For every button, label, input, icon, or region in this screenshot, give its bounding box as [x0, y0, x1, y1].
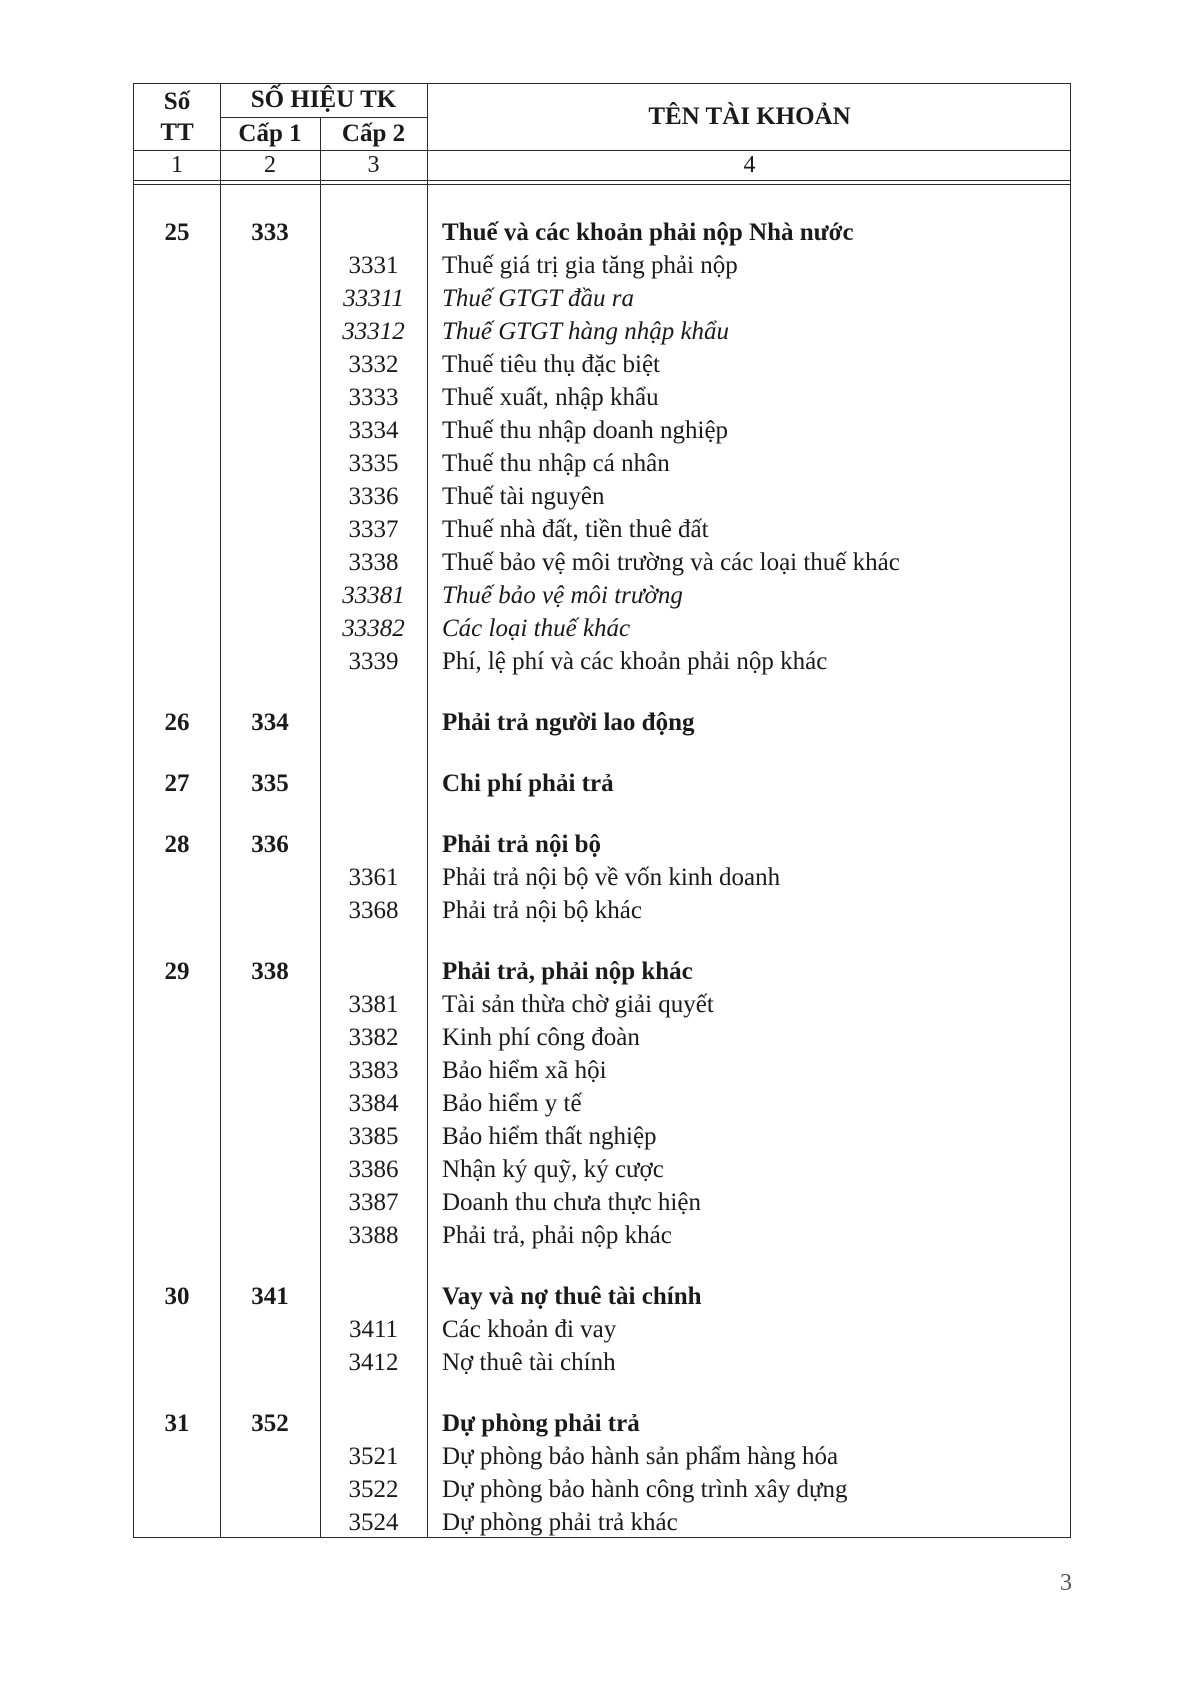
- table-row: [134, 612, 1070, 645]
- table-row: [134, 1021, 1070, 1054]
- table-row: [134, 381, 1070, 414]
- row-name: Vay và nợ thuê tài chính: [442, 1283, 702, 1310]
- table-row: [134, 348, 1070, 381]
- row-cap2: 3385: [348, 1123, 399, 1150]
- row-name: Thuế GTGT đầu ra: [442, 285, 634, 312]
- row-cap2: 33311: [343, 285, 404, 312]
- table-row: [134, 861, 1070, 894]
- row-name: Bảo hiểm thất nghiệp: [442, 1123, 657, 1150]
- row-name: Các loại thuế khác: [442, 615, 631, 642]
- header-num-4: 4: [743, 152, 756, 178]
- row-name: Bảo hiểm y tế: [442, 1090, 582, 1117]
- table-row: [134, 1153, 1070, 1186]
- table-row: [134, 546, 1070, 579]
- row-name: Dự phòng phải trả: [442, 1410, 640, 1437]
- row-cap2: 3335: [348, 450, 399, 477]
- number-row-line: [134, 180, 1070, 181]
- row-cap2: 3388: [348, 1222, 399, 1249]
- table-row: [134, 1120, 1070, 1153]
- row-name: Thuế và các khoản phải nộp Nhà nước: [442, 219, 854, 246]
- table-row: [134, 767, 1070, 800]
- table-row: [134, 1407, 1070, 1440]
- table-row: [134, 1346, 1070, 1379]
- number-row-line-2: [134, 184, 1070, 185]
- table-row: [134, 1440, 1070, 1473]
- table-row: [134, 1313, 1070, 1346]
- row-name: Kinh phí công đoàn: [442, 1024, 640, 1051]
- row-name: Thuế bảo vệ môi trường và các loại thuế khác: [442, 549, 900, 576]
- row-stt: 29: [164, 958, 190, 985]
- row-name: Thuế thu nhập doanh nghiệp: [442, 417, 729, 444]
- table-row: [134, 216, 1070, 249]
- table-row: [134, 315, 1070, 348]
- row-cap2: 3333: [348, 384, 399, 411]
- row-cap2: 33382: [342, 615, 405, 642]
- row-name: Nợ thuê tài chính: [442, 1349, 616, 1376]
- header-sohieu: SỐ HIỆU TK: [250, 86, 397, 113]
- row-cap2: 3411: [348, 1316, 399, 1343]
- row-stt: 27: [164, 770, 190, 797]
- table-row: [134, 480, 1070, 513]
- row-cap1: 333: [251, 219, 289, 246]
- row-cap2: 3387: [348, 1189, 399, 1216]
- header-num-3: 3: [367, 152, 380, 178]
- row-cap1: 341: [251, 1283, 289, 1310]
- row-name: Doanh thu chưa thực hiện: [442, 1189, 701, 1216]
- table-row: [134, 414, 1070, 447]
- row-cap2: 3334: [348, 417, 399, 444]
- table-row: [134, 1219, 1070, 1252]
- row-stt: 26: [164, 709, 190, 736]
- row-cap2: 3386: [348, 1156, 399, 1183]
- row-stt: 30: [164, 1283, 190, 1310]
- row-stt: 31: [164, 1410, 190, 1437]
- row-name: Thuế nhà đất, tiền thuê đất: [442, 516, 709, 543]
- row-name: Thuế bảo vệ môi trường: [442, 582, 683, 609]
- row-name: Phải trả người lao động: [442, 709, 695, 736]
- row-cap2: 3412: [348, 1349, 399, 1376]
- header-num-2: 2: [264, 152, 276, 178]
- row-cap2: 3338: [348, 549, 399, 576]
- row-cap2: 3331: [348, 252, 399, 279]
- table-row: [134, 1280, 1070, 1313]
- table-row: [134, 282, 1070, 315]
- table-row: [134, 645, 1070, 678]
- row-name: Chi phí phải trả: [442, 770, 614, 797]
- row-stt: 25: [164, 219, 190, 246]
- row-name: Thuế GTGT hàng nhập khẩu: [442, 318, 730, 345]
- table-row: [134, 1087, 1070, 1120]
- row-name: Phải trả, phải nộp khác: [442, 1222, 672, 1249]
- row-name: Tài sản thừa chờ giải quyết: [442, 991, 714, 1018]
- table-row: [134, 988, 1070, 1021]
- row-name: Phải trả, phải nộp khác: [442, 958, 693, 985]
- row-name: Nhận ký quỹ, ký cược: [442, 1156, 664, 1183]
- row-name: Dự phòng phải trả khác: [442, 1509, 678, 1536]
- row-name: Thuế thu nhập cá nhân: [442, 450, 670, 477]
- account-table: [133, 83, 1071, 1538]
- row-name: Thuế tài nguyên: [442, 483, 605, 510]
- row-cap2: 3521: [348, 1443, 399, 1470]
- table-row: [134, 249, 1070, 282]
- page-number: 3: [1060, 1570, 1072, 1596]
- row-cap1: 335: [251, 770, 289, 797]
- row-name: Phí, lệ phí và các khoản phải nộp khác: [442, 648, 828, 675]
- row-cap2: 33381: [342, 582, 405, 609]
- table-row: [134, 579, 1070, 612]
- row-cap1: 338: [251, 958, 289, 985]
- table-row: [134, 1506, 1070, 1539]
- header-stt-2: TT: [160, 119, 194, 146]
- row-cap2: 3522: [348, 1476, 399, 1503]
- table-row: [134, 1186, 1070, 1219]
- row-cap2: 3382: [348, 1024, 399, 1051]
- row-cap1: 336: [251, 831, 289, 858]
- table-row: [134, 1054, 1070, 1087]
- row-cap2: 3332: [348, 351, 399, 378]
- table-row: [134, 955, 1070, 988]
- table-row: [134, 706, 1070, 739]
- header-cap1: Cấp 1: [238, 120, 302, 147]
- row-name: Các khoản đi vay: [442, 1316, 617, 1343]
- row-cap2: 3368: [348, 897, 399, 924]
- header-cap2: Cấp 2: [341, 120, 406, 147]
- row-name: Dự phòng bảo hành sản phẩm hàng hóa: [442, 1443, 839, 1470]
- row-cap1: 352: [251, 1410, 289, 1437]
- row-name: Thuế tiêu thụ đặc biệt: [442, 351, 660, 378]
- header-stt-1: Số: [163, 88, 191, 115]
- row-stt: 28: [164, 831, 190, 858]
- row-cap2: 3524: [348, 1509, 399, 1536]
- table-row: [134, 894, 1070, 927]
- row-cap2: 3383: [348, 1057, 399, 1084]
- table-row: [134, 447, 1070, 480]
- row-cap2: 3336: [348, 483, 399, 510]
- row-cap2: 3337: [348, 516, 399, 543]
- row-name: Dự phòng bảo hành công trình xây dựng: [442, 1476, 848, 1503]
- header-ten: TÊN TÀI KHOẢN: [648, 103, 851, 130]
- row-name: Bảo hiểm xã hội: [442, 1057, 607, 1084]
- header-subline: [220, 117, 427, 118]
- table-row: [134, 828, 1070, 861]
- row-cap2: 3339: [348, 648, 399, 675]
- row-cap2: 33312: [342, 318, 405, 345]
- header-num-1: 1: [171, 152, 183, 178]
- row-name: Thuế giá trị gia tăng phải nộp: [442, 252, 738, 279]
- row-name: Thuế xuất, nhập khẩu: [442, 384, 659, 411]
- table-row: [134, 513, 1070, 546]
- row-name: Phải trả nội bộ khác: [442, 897, 642, 924]
- row-cap1: 334: [251, 709, 289, 736]
- row-name: Phải trả nội bộ: [442, 831, 602, 858]
- row-name: Phải trả nội bộ về vốn kinh doanh: [442, 864, 781, 891]
- row-cap2: 3381: [348, 991, 399, 1018]
- row-cap2: 3361: [348, 864, 399, 891]
- table-row: [134, 1473, 1070, 1506]
- row-cap2: 3384: [348, 1090, 399, 1117]
